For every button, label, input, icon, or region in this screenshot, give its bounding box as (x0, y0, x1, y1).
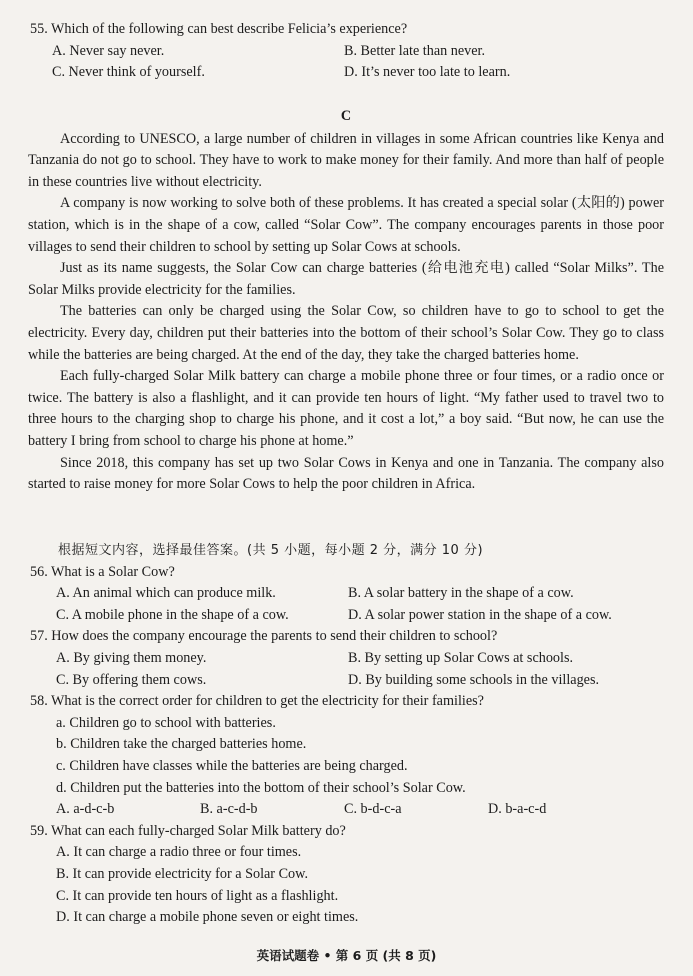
options-grid (30, 41, 670, 84)
option-a: A. An animal which can produce milk. (56, 585, 276, 602)
option-d: D. It can charge a mobile phone seven or eight times. (56, 909, 359, 926)
questions-section (30, 540, 670, 929)
paragraph: Since 2018, this company has set up two Solar Cows in Kenya and one in Tanzania. The company also started to raise money for more Solar Cows to help the poor children in Africa. (28, 454, 664, 493)
section-letter: C (340, 108, 352, 124)
option-c: C. It can provide ten hours of light as a flashlight. (56, 887, 339, 904)
question-55 (30, 19, 670, 84)
paragraph: A company is now working to solve both of these problems. It has created a special solar (太阳的) power station, which is in the shape of a cow, called “Solar Cow”. The company encourages parents in those poor villages to send their children to school by setting up Solar Cows at schools. (28, 195, 664, 255)
option-b: B. By setting up Solar Cows at schools. (348, 649, 574, 666)
step-item: b. Children take the charged batteries home. (56, 736, 307, 753)
question-stem: 55. Which of the following can best describe Felicia’s experience? (30, 21, 408, 37)
question-56 (30, 562, 670, 627)
option-c: C. b-d-c-a (344, 801, 402, 818)
paragraph: According to UNESCO, a large number of children in villages in some African countries like Kenya and Tanzania do not go to school. They have to work to make money for their family. And more than half of people in these countries live without electricity. (28, 130, 664, 190)
options-grid (30, 648, 670, 691)
option-d: D. A solar power station in the shape of a cow. (348, 606, 612, 623)
option-a: A. It can charge a radio three or four times. (56, 844, 302, 861)
option-b: B. a-c-d-b (200, 801, 258, 818)
option-b: B. Better late than never. (344, 42, 486, 59)
option-a: A. a-d-c-b (56, 801, 115, 818)
instruction-text: 根据短文内容，选择最佳答案。(共 5 小题，每小题 2 分，满分 10 分) (58, 543, 484, 558)
question-58 (30, 691, 670, 821)
option-d: D. b-a-c-d (488, 801, 547, 818)
question-stem: 58. What is the correct order for children to get the electricity for their families? (30, 693, 484, 710)
question-stem: 57. How does the company encourage the parents to send their children to school? (30, 628, 498, 645)
question-57 (30, 626, 670, 691)
options-grid (30, 583, 670, 626)
page-footer: 英语试题卷 • 第 6 页 (共 8 页) (256, 948, 437, 963)
option-d: D. By building some schools in the villages. (348, 671, 600, 688)
step-item: d. Children put the batteries into the bottom of their school’s Solar Cow. (56, 779, 466, 796)
option-c: C. Never think of yourself. (52, 64, 205, 81)
paragraph: Just as its name suggests, the Solar Cow can charge batteries (给电池充电) called “Solar Milks”. The Solar Milks provide electricity for the families. (28, 260, 664, 298)
option-c: C. A mobile phone in the shape of a cow. (56, 606, 289, 623)
question-59 (30, 821, 670, 929)
paragraph: Each fully-charged Solar Milk battery can charge a mobile phone three or four times, or a radio once or twice. The battery is also a flashlight, and it can provide ten hours of light. “My father used to travel two to three hours to the charging shop to charge his phone, and it cost a lot,” a boy said. “But now, he can use the battery I bring from school to charge his phone at home.” (28, 368, 664, 449)
option-a: A. By giving them money. (56, 649, 207, 666)
option-b: B. It can provide electricity for a Solar Cow. (56, 865, 309, 882)
option-d: D. It’s never too late to learn. (344, 64, 511, 81)
question-stem: 56. What is a Solar Cow? (30, 563, 175, 580)
option-c: C. By offering them cows. (56, 671, 207, 688)
step-item: a. Children go to school with batteries. (56, 714, 276, 731)
options-row (30, 799, 670, 821)
option-b: B. A solar battery in the shape of a cow. (348, 585, 574, 602)
paragraph: The batteries can only be charged using the Solar Cow, so children have to go to school to get the electricity. Every day, children put their batteries into the bottom of their school’s Solar Cow. They go to class while the batteries are being charged. At the end of the day, they take the charged batteries home. (28, 303, 664, 363)
question-stem: 59. What can each fully-charged Solar Milk battery do? (30, 822, 346, 839)
reading-passage (28, 106, 664, 496)
option-a: A. Never say never. (52, 42, 165, 59)
step-item: c. Children have classes while the batteries are being charged. (56, 757, 408, 774)
